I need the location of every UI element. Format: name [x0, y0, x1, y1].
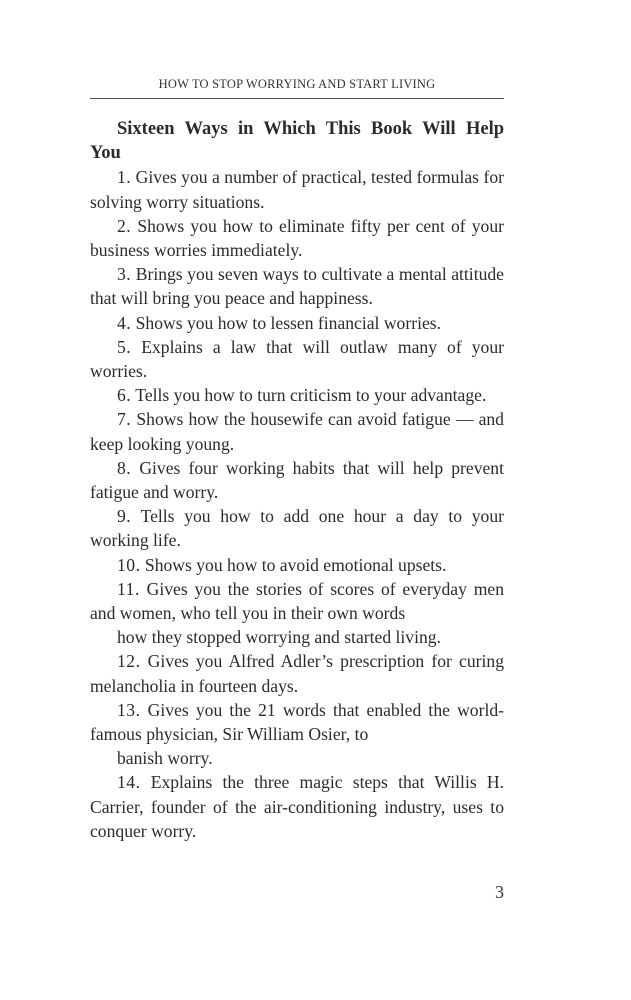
item-number: 1.	[117, 167, 132, 188]
item-text: Gives you a number of practical, tested formulas for solving worry situations.	[90, 167, 504, 212]
list-item	[90, 698, 504, 771]
item-text: Tells you how to turn criticism to your advantage.	[135, 385, 487, 406]
item-number: 9.	[117, 506, 132, 527]
list-item	[90, 214, 504, 262]
section-title: Sixteen Ways in Which This Book Will Help You	[90, 119, 504, 164]
item-number: 5.	[117, 336, 132, 357]
page-body	[90, 117, 504, 843]
list-item	[90, 262, 504, 310]
item-number: 10.	[117, 554, 141, 575]
list-item	[90, 335, 504, 383]
item-text: Explains the three magic steps that Willis H. Carrier, founder of the air-conditioning industry, uses to conquer worry.	[90, 772, 504, 841]
list-item	[90, 504, 504, 552]
item-text: Explains a law that will outlaw many of your worries.	[90, 336, 504, 382]
item-number: 7.	[117, 409, 132, 430]
item-number: 12.	[117, 651, 141, 672]
item-text: Shows how the housewife can avoid fatigue — and keep looking young.	[90, 409, 504, 454]
item-text: Gives four working habits that will help prevent fatigue and worry.	[90, 457, 504, 503]
item-text: Gives you Alfred Adler’s prescription for curing melancholia in fourteen days.	[90, 651, 504, 696]
item-text-continued: banish worry.	[117, 748, 213, 769]
list-item	[90, 649, 504, 697]
page-number: 3	[495, 882, 504, 902]
list-item	[90, 407, 504, 455]
list-item	[90, 311, 504, 335]
item-text: Brings you seven ways to cultivate a mental attitude that will bring you peace and happiness.	[90, 264, 504, 309]
item-number: 11.	[117, 578, 140, 599]
item-number: 14.	[117, 772, 141, 793]
item-text: Gives you the stories of scores of everyday men and women, who tell you in their own words	[90, 578, 504, 624]
item-text: Shows you how to avoid emotional upsets.	[144, 554, 447, 575]
item-text: Tells you how to add one hour a day to your working life.	[90, 506, 504, 551]
item-number: 3.	[117, 264, 132, 285]
item-text: Shows you how to eliminate fifty per cent of your business worries immediately.	[90, 215, 504, 261]
item-number: 6.	[117, 385, 132, 406]
list-item	[90, 553, 504, 577]
list-item	[90, 456, 504, 504]
item-number: 2.	[117, 215, 132, 236]
list-item	[90, 383, 504, 407]
item-text: Gives you the 21 words that enabled the world-famous physician, Sir William Osier, to	[90, 699, 504, 745]
list-item	[90, 165, 504, 213]
list-item	[90, 770, 504, 843]
item-number: 13.	[117, 699, 141, 720]
item-number: 8.	[117, 457, 132, 478]
list-item	[90, 577, 504, 650]
item-text-continued: how they stopped worrying and started living.	[117, 627, 441, 648]
running-head: HOW TO STOP WORRYING AND START LIVING	[158, 77, 436, 91]
header-rule	[90, 98, 504, 99]
item-number: 4.	[117, 312, 132, 333]
item-text: Shows you how to lessen financial worries.	[135, 312, 442, 333]
